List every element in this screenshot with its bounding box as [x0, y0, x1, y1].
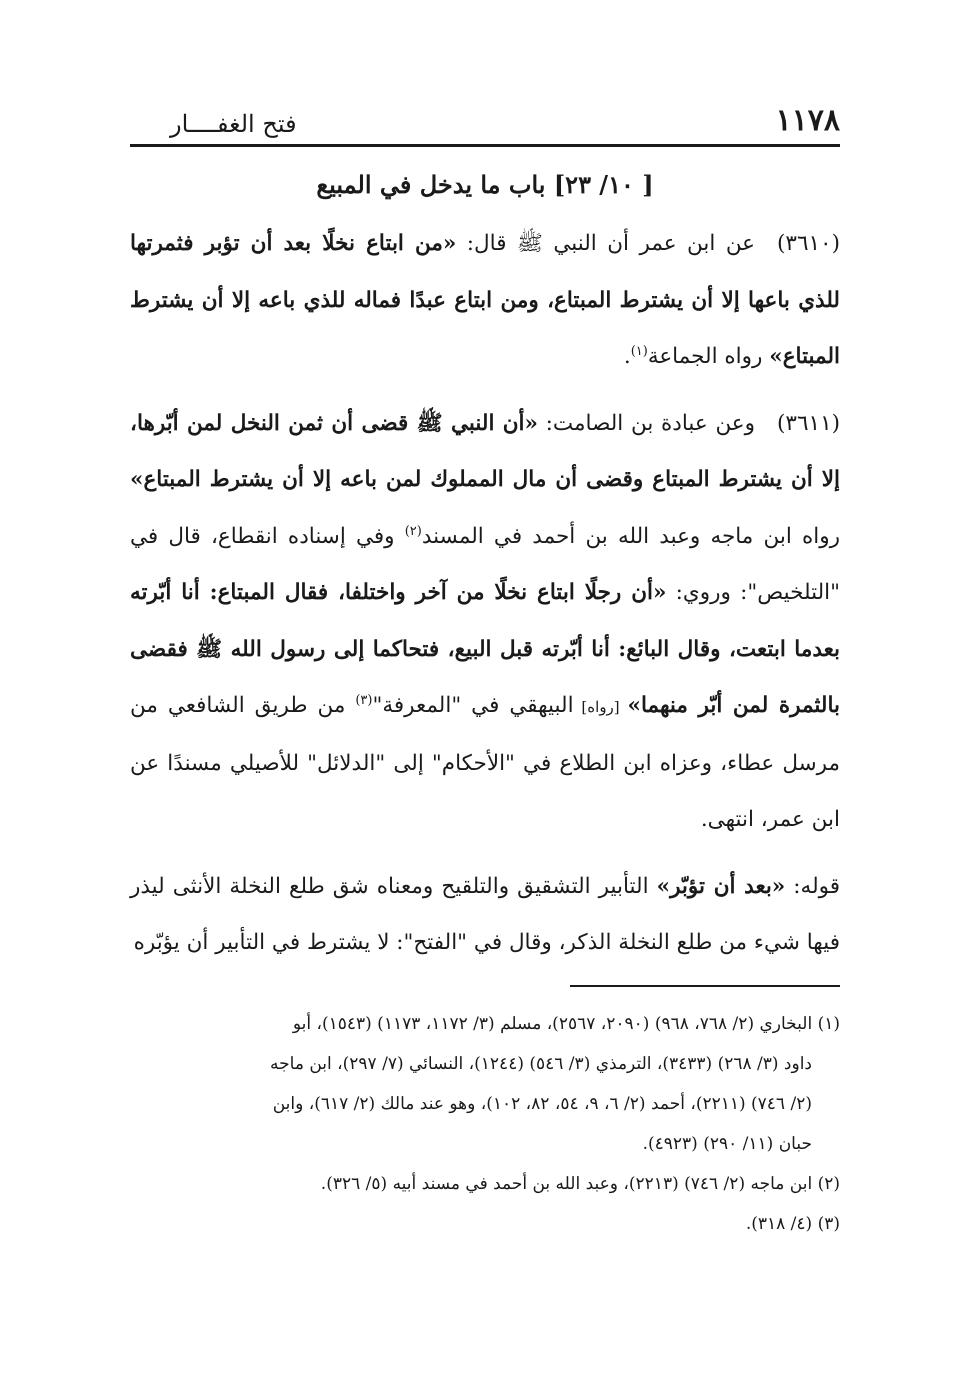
hadith-source: رواه الجماعة — [647, 344, 770, 369]
footnote-divider — [570, 985, 840, 987]
hadith-text: «أن النبي ﷺ قضى أن ثمن النخل لمن أبّرها، إلا أن يشترط المبتاع وقضى أن مال المملوك لمن باعه إلا أن يشترط المبتاع» — [130, 410, 840, 492]
hadith-number: (٣٦١٠) — [777, 231, 840, 256]
quoted-phrase: «بعد أن تؤبّر» — [656, 873, 786, 899]
book-title: فتح الغفــــار — [170, 110, 297, 138]
hadith-source: رواه ابن ماجه وعبد الله بن أحمد في المسند — [421, 523, 840, 549]
commentary-paragraph: قوله: «بعد أن تؤبّر» التأبير التشقيق والتلقيح ومعناه شق طلع النخلة الأنثى ليذر فيها شيء من طلع النخلة الذكر، وقال في "الفتح": لا يشترط في التأبير أن يؤبّره — [130, 873, 841, 955]
footnote-ref-2[interactable]: (٢) — [404, 523, 422, 539]
footnote-1-line-2: داود (٣/ ٢٦٨) (٣٤٣٣)، الترمذي (٣/ ٥٤٦) (١٢٤٤)، النسائي (٧/ ٢٩٧)، ابن ماجه — [270, 1054, 812, 1074]
hadith-number: (٣٦١١) — [777, 410, 841, 436]
chapter-heading: [ ١٠/ ٢٣] باب ما يدخل في المبيع — [316, 170, 654, 199]
footnote-1-line-4: حبان (١١/ ٢٩٠) (٤٩٢٣). — [642, 1134, 812, 1154]
hadith-paragraph-3611: (٣٦١١)وعن عبادة بن الصامت: «أن النبي ﷺ قضى أن ثمن النخل لمن أبّرها، إلا أن يشترط المبتاع وقضى أن مال المملوك لمن باعه إلا أن يشترط المبتاع» رواه ابن ماجه وعبد الله بن أحمد في المسند$^{(٢)}$ وفي إسناده انقطاع، قال في "التلخيص": وروي: «أن رجلًا ابتاع نخلًا من آخر واختلفا، فقال المبتاع: أنا أبّرته بعدما ابتعت، وقال البائع: أنا أبّرته قبل البيع، فتحاكما إلى رسول الله ﷺ فقضى بالثمرة لمن أبّر منهما» [رواه] البيهقي في "المعرفة"$^{(٣)}$ من طريق الشافعي من مرسل عطاء، وعزاه ابن الطلاع في "الأحكام" إلى "الدلائل" للأصيلي مسندًا عن ابن عمر، انتهى. — [130, 410, 841, 832]
footnote-ref-1[interactable]: (١) — [630, 343, 648, 359]
footnote-1-line-3: (٢/ ٧٤٦) (٢٢١١)، أحمد (٢/ ٦، ٩، ٥٤، ٨٢، ١٠٢)، وهو عند مالك (٢/ ٦١٧)، وابن — [272, 1094, 812, 1114]
footnote-2: (٢) ابن ماجه (٢/ ٧٤٦) (٢٢١٣)، وعبد الله بن أحمد في مسند أبيه (٥/ ٣٢٦). — [320, 1174, 840, 1194]
footnote-3: (٣) (٤/ ٣١٨). — [745, 1214, 840, 1234]
footnote-ref-3[interactable]: (٣) — [355, 692, 373, 708]
bracket-insert: [رواه] — [573, 698, 628, 716]
narration-text: «أن رجلًا ابتاع نخلًا من آخر واختلفا، فقال المبتاع: أنا أبّرته بعدما ابتعت، وقال البائع: أنا أبّرته قبل البيع، فتحاكما إلى رسول الله ﷺ فقضى بالثمرة لمن أبّر منهما» — [130, 580, 840, 718]
hadith-intro: عن ابن عمر أن النبي ﷺ قال: — [456, 231, 756, 256]
footnote-1-line-1: (١) البخاري (٢/ ٧٦٨، ٩٦٨) (٢٠٩٠، ٢٥٦٧)، مسلم (٣/ ١١٧٢، ١١٧٣) (١٥٤٣)، أبو — [292, 1014, 840, 1034]
hadith-paragraph-3610: (٣٦١٠)عن ابن عمر أن النبي ﷺ قال: «من ابتاع نخلًا بعد أن تؤبر فثمرتها للذي باعها إلا أن يشترط المبتاع، ومن ابتاع عبدًا فماله للذي باعه إلا أن يشترط المبتاع» رواه الجماعة$^{(١)}$. — [130, 231, 840, 369]
main-text — [130, 160, 840, 982]
footnotes — [130, 1004, 840, 1244]
hadith-intro: وعن عبادة بن الصامت: — [537, 410, 756, 436]
running-header — [130, 100, 840, 147]
page-number: ١١٧٨ — [775, 103, 840, 138]
hadith-text: «من ابتاع نخلًا بعد أن تؤبر فثمرتها للذي باعها إلا أن يشترط المبتاع، ومن ابتاع عبدًا فماله للذي باعه إلا أن يشترط المبتاع» — [130, 231, 840, 369]
